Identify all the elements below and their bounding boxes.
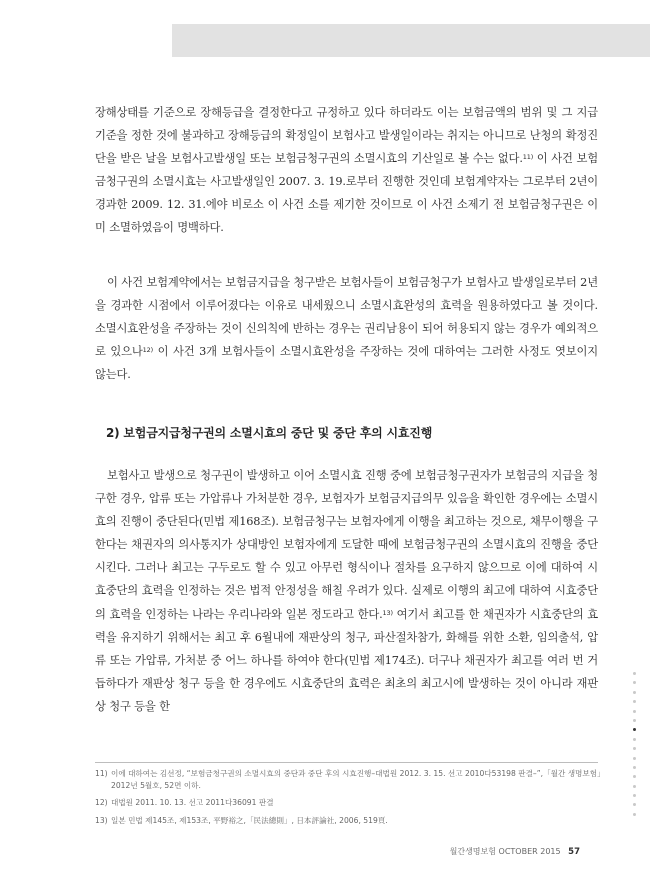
section-heading: 2) 보험금지급청구권의 소멸시효의 중단 및 중단 후의 시효진행 bbox=[106, 426, 433, 440]
nav-dot[interactable] bbox=[633, 775, 636, 778]
footnote-11 bbox=[95, 768, 605, 792]
header-bar bbox=[172, 24, 650, 57]
footnote-ref-13[interactable]: 13) bbox=[382, 608, 393, 617]
nav-dot[interactable] bbox=[633, 747, 636, 750]
paragraph-text: 이 사건 보험금청구권의 소멸시효는 사고발생일인 2007. 3. 19.로부터 진행한 것인데 보험계약자는 그로부터 2년이 경과한 2009. 12. 31.에야 비로소 이 사건 소를 제기한 것이므로 이 사건 소제기 전 보험금청구권은 이미 소멸하였음이 명백하다. bbox=[95, 152, 598, 235]
page-navigation-dots[interactable] bbox=[633, 672, 637, 822]
paragraph-text: 장해상태를 기준으로 장해등급을 결정한다고 규정하고 있다 하더라도 이는 보험금액의 범위 및 그 지급기준을 정한 것에 불과하고 장해등급의 확정일이 보험사고 발생일이라는 취지는 아니므로 난청의 확정진단을 받은 날을 보험사고발생일 또는 보험금청구권의 소멸시효의 기산일로 볼 수는 없다. bbox=[95, 106, 598, 166]
footnote-text: 대법원 2011. 10. 13. 선고 2011다36091 판결 bbox=[111, 798, 274, 808]
footnote-ref-11[interactable]: 11) bbox=[522, 153, 534, 162]
nav-dot[interactable] bbox=[633, 757, 636, 760]
footnotes bbox=[95, 768, 605, 827]
footnote-12 bbox=[95, 797, 605, 809]
issue-date: OCTOBER 2015 bbox=[498, 847, 561, 856]
nav-dot[interactable] bbox=[633, 710, 636, 713]
footnote-ref-12[interactable]: 12) bbox=[142, 346, 154, 355]
body-paragraph-3 bbox=[95, 464, 598, 718]
nav-dot[interactable] bbox=[633, 813, 636, 816]
page-footer bbox=[450, 846, 580, 857]
nav-dot[interactable] bbox=[633, 672, 636, 675]
footnote-text: 이에 대하여는 김선정, “보험금청구권의 소멸시효의 중단과 중단 후의 시효진행–대법원 2012. 3. 15. 선고 2010다53198 판결–”,「월간 생명보험」2012년 5월호, 52면 이하. bbox=[111, 769, 605, 791]
nav-dot[interactable] bbox=[633, 681, 636, 684]
paragraph-text: 여기서 최고를 한 채권자가 시효중단의 효력을 유지하기 위해서는 최고 후 6월내에 재판상의 청구, 파산절차참가, 화해를 위한 소환, 임의출석, 압류 또는 가압류, 가처분 중 어느 하나를 하여야 한다(민법 제174조). 더구나 채권자가 최고를 여러 번 거듭하다가 재판상 청구 등을 한 경우에도 시효중단의 효력은 최초의 최고시에 발생하는 것이 아니라 재판상 청구 등을 한 bbox=[95, 607, 598, 713]
paragraph-text: 이 사건 3개 보험사들이 소멸시효완성을 주장하는 것에 대하여는 그러한 사정도 엿보이지 않는다. bbox=[95, 345, 599, 382]
paragraph-text: 이 사건 보험계약에서는 보험금지급을 청구받은 보험사들이 보험금청구가 보험사고 발생일로부터 2년을 경과한 시점에서 이루어졌다는 이유로 내세웠으니 소멸시효완성의 효력을 원용하였다고 볼 것이다. 소멸시효완성을 주장하는 것이 신의칙에 반하는 경우는 권리남용이 되어 허용되지 않는 경우가 예외적으로 있으나 bbox=[95, 276, 598, 359]
footnote-number: 12) bbox=[95, 798, 108, 808]
nav-dot[interactable] bbox=[633, 803, 636, 806]
footnote-divider bbox=[95, 762, 598, 763]
nav-dot[interactable] bbox=[633, 794, 636, 797]
page-number: 57 bbox=[568, 847, 580, 857]
paragraph-text: 보험사고 발생으로 청구권이 발생하고 이어 소멸시효 진행 중에 보험금청구권자가 보험금의 지급을 청구한 경우, 압류 또는 가압류나 가처분한 경우, 보험자가 보험금지급의무 있음을 확인한 경우에는 소멸시효의 진행이 중단된다(민법 제168조). 보험금청구는 보험자에게 이행을 최고하는 것으로, 채무이행을 구한다는 채권자의 의사통지가 상대방인 보험자에게 도달한 때에 보험금청구권의 소멸시효의 진행을 중단시킨다. 그러나 최고는 구두로도 할 수 있고 아무런 형식이나 절차를 요구하지 않으므로 이에 대하여 시효중단의 효력을 인정하는 것은 법적 안정성을 해칠 우려가 있다. 실제로 이행의 최고에 대하여 시효중단의 효력을 인정하는 나라는 우리나라와 일본 정도라고 한다. bbox=[95, 469, 598, 621]
nav-dot[interactable] bbox=[633, 691, 636, 694]
footnote-13 bbox=[95, 815, 605, 827]
nav-dot[interactable] bbox=[633, 766, 636, 769]
nav-dot[interactable] bbox=[633, 719, 636, 722]
body-paragraph-2 bbox=[95, 271, 598, 386]
footnote-number: 11) bbox=[95, 769, 108, 778]
footnote-number: 13) bbox=[95, 815, 108, 825]
nav-dot[interactable] bbox=[633, 700, 636, 703]
body-paragraph-1 bbox=[95, 101, 598, 240]
footnote-text: 일본 민법 제145조, 제153조, 平野裕之,「民法總則」, 日本評論社, 2006, 519頁. bbox=[111, 815, 388, 825]
magazine-name: 월간생명보험 bbox=[449, 847, 496, 856]
nav-dot[interactable] bbox=[633, 785, 636, 788]
nav-dot[interactable] bbox=[633, 738, 636, 741]
nav-dot-active[interactable] bbox=[633, 728, 636, 731]
